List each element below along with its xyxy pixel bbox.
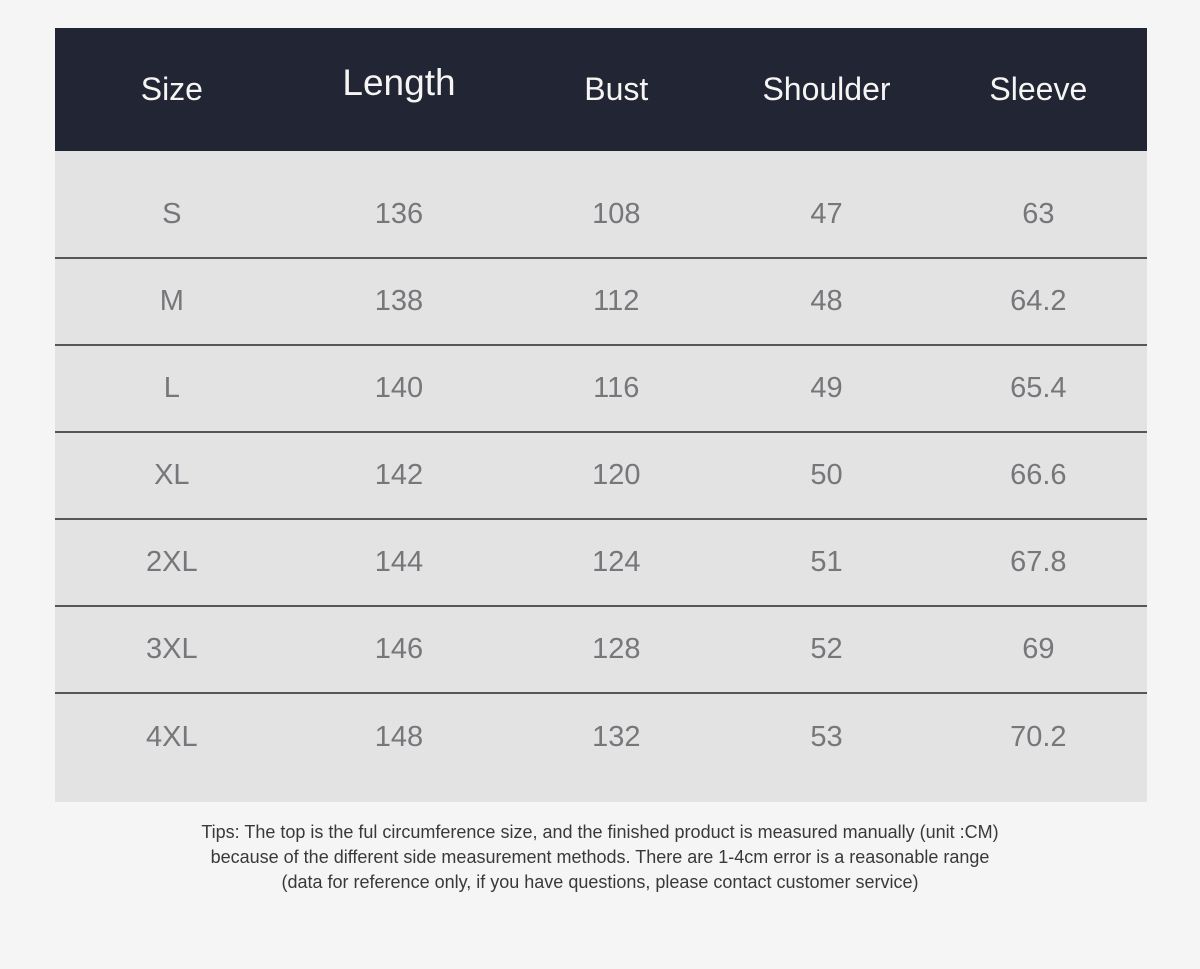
cell-bust: 128 — [592, 633, 641, 665]
tips-line-3: (data for reference only, if you have questions, please contact customer service) — [281, 872, 919, 892]
tips-note — [0, 820, 1200, 895]
cell-sleeve: 69 — [1022, 633, 1055, 665]
column-header-shoulder: Shoulder — [762, 71, 891, 107]
table-row-3xl — [55, 605, 1147, 692]
cell-sleeve: 64.2 — [1010, 285, 1067, 317]
cell-shoulder: 47 — [810, 197, 843, 230]
column-header-length: Length — [342, 61, 456, 103]
table-row-4xl — [55, 692, 1147, 802]
tips-line-1: Tips: The top is the ful circumference size, and the finished product is measured manually (unit :CM) — [201, 822, 999, 842]
column-header-bust: Bust — [584, 71, 649, 107]
cell-sleeve: 66.6 — [1010, 459, 1067, 491]
cell-length: 140 — [374, 372, 424, 404]
column-header-size: Size — [140, 71, 203, 107]
cell-size: L — [163, 372, 180, 404]
table-row-2xl — [55, 518, 1147, 605]
cell-sleeve: 67.8 — [1010, 546, 1067, 578]
cell-size: M — [159, 285, 184, 317]
cell-size: 3XL — [146, 633, 198, 665]
cell-length: 136 — [374, 197, 424, 230]
cell-sleeve: 63 — [1022, 197, 1055, 230]
cell-bust: 112 — [593, 285, 640, 317]
cell-shoulder: 50 — [810, 459, 843, 491]
table-row-xl — [55, 431, 1147, 518]
cell-shoulder: 51 — [810, 546, 843, 578]
cell-sleeve: 65.4 — [1010, 372, 1067, 404]
cell-bust: 132 — [592, 720, 641, 753]
cell-size: 4XL — [146, 720, 198, 753]
cell-size: 2XL — [146, 546, 198, 578]
table-row-m — [55, 257, 1147, 344]
cell-sleeve: 70.2 — [1010, 720, 1067, 753]
cell-length: 142 — [374, 459, 424, 491]
tips-line-2: because of the different side measurement methods. There are 1-4cm error is a reasonable range — [210, 847, 990, 867]
column-header-sleeve: Sleeve — [989, 71, 1088, 107]
cell-shoulder: 48 — [810, 285, 843, 317]
table-row-l — [55, 344, 1147, 431]
cell-length: 144 — [374, 546, 424, 578]
cell-bust: 116 — [593, 372, 640, 404]
cell-size: XL — [154, 459, 190, 491]
size-chart-table — [55, 28, 1147, 802]
cell-shoulder: 49 — [810, 372, 843, 404]
table-header-row — [55, 28, 1147, 151]
cell-shoulder: 53 — [810, 720, 843, 753]
cell-length: 138 — [374, 285, 424, 317]
table-row-s — [55, 151, 1147, 257]
cell-shoulder: 52 — [810, 633, 843, 665]
cell-length: 146 — [374, 633, 424, 665]
cell-bust: 120 — [592, 459, 641, 491]
cell-length: 148 — [374, 720, 424, 753]
cell-bust: 124 — [592, 546, 641, 578]
cell-bust: 108 — [592, 197, 641, 230]
cell-size: S — [162, 197, 182, 230]
